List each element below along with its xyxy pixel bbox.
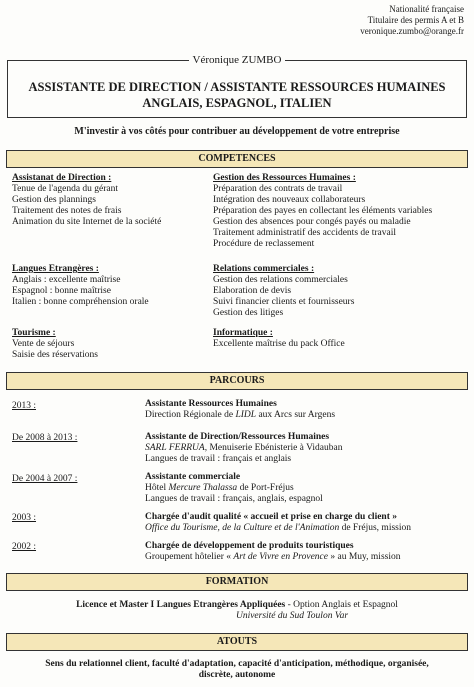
competence-left-2 [12, 264, 149, 308]
list-item: Préparation des contrats de travail [213, 184, 343, 194]
list-item: Italien : bonne compréhension orale [12, 297, 149, 307]
entry-languages: Langues de travail : français, anglais, espagnol [145, 494, 323, 504]
entry-detail: SARL FERRUA, Menuiserie Ebénisterie à Vidauban [145, 443, 343, 453]
candidate-name: Véronique ZUMBO [189, 54, 286, 66]
atouts-content [0, 659, 474, 681]
objective: M'investir à vos côtés pour contribuer au développement de votre entreprise [74, 126, 400, 137]
list-item: Elaboration de devis [213, 286, 292, 296]
entry-detail: Office du Tourisme, de la Culture et de l'Animation de Fréjus, mission [145, 523, 411, 533]
competences-band: COMPETENCES [6, 150, 468, 168]
degree: Licence et Master I Langues Etrangères Appliquées - Option Anglais et Espagnol [76, 600, 398, 610]
list-item: Animation du site Internet de la société [12, 217, 162, 227]
list-item: Intégration des nouveaux collaborateurs [213, 195, 366, 205]
entry-date: 2003 : [12, 513, 37, 523]
section-title: Tourisme : [12, 328, 56, 338]
list-item: Traitement administratif des accidents de travail [213, 228, 396, 238]
nationality: Nationalité française [389, 4, 464, 14]
list-item: Suivi financier clients et fournisseurs [213, 297, 355, 307]
entry-detail: Direction Régionale de LIDL aux Arcs sur Argens [145, 410, 336, 420]
entry-title: Chargée d'audit qualité « accueil et prise en charge du client » [145, 512, 397, 522]
list-item: Gestion des absences pour congés payés ou maladie [213, 217, 411, 227]
entry-title: Chargée de développement de produits touristiques [145, 541, 354, 551]
atouts-line: Sens du relationnel client, faculté d'adaptation, capacité d'anticipation, méthodique, organisée, [45, 659, 429, 669]
entry-date: 2013 : [12, 401, 37, 411]
atouts-band: ATOUTS [6, 633, 468, 651]
entry-title: Assistante commerciale [145, 472, 241, 482]
section-title: Langues Etrangères : [12, 264, 99, 274]
list-item: Gestion des relations commerciales [213, 275, 348, 285]
title-box [7, 54, 467, 118]
list-item: Espagnol : bonne maîtrise [12, 286, 111, 296]
university: Université du Sud Toulon Var [235, 611, 349, 621]
job-title: ASSISTANTE DE DIRECTION / ASSISTANTE RESSOURCES HUMAINES [28, 80, 446, 94]
entry-detail: Groupement hôtelier « Art de Vivre en Provence » au Muy, mission [145, 552, 401, 562]
languages-title: ANGLAIS, ESPAGNOL, ITALIEN [142, 96, 332, 110]
parcours-entry-4 [145, 512, 411, 534]
entry-title: Assistante Ressources Humaines [145, 399, 277, 409]
parcours-entry-2 [145, 432, 342, 465]
parcours-band: PARCOURS [6, 372, 468, 390]
entry-date: 2002 : [12, 542, 37, 552]
competence-right-2 [213, 264, 354, 319]
formation-content [0, 600, 474, 622]
entry-detail: Hôtel Mercure Thalassa de Port-Fréjus [145, 483, 294, 493]
list-item: Gestion des plannings [12, 195, 96, 205]
list-item: Excellente maîtrise du pack Office [213, 339, 345, 349]
list-item: Préparation des payes en collectant les éléments variables [213, 206, 433, 216]
competence-right-1 [213, 173, 432, 250]
entry-date: De 2004 à 2007 : [12, 474, 78, 484]
competence-left-1 [12, 173, 161, 228]
competence-left-3 [12, 328, 98, 361]
atouts-line: discrète, autonome [198, 670, 276, 680]
list-item: Anglais : excellente maîtrise [12, 275, 121, 285]
entry-languages: Langues de travail : français et anglais [145, 454, 292, 464]
contact-header [360, 4, 464, 37]
list-item: Procédure de reclassement [213, 239, 315, 249]
list-item: Vente de séjours [12, 339, 75, 349]
list-item: Gestion des litiges [213, 308, 284, 318]
section-title: Relations commerciales : [213, 264, 315, 274]
entry-date: De 2008 à 2013 : [12, 433, 78, 443]
parcours-entry-5 [145, 541, 400, 563]
entry-title: Assistante de Direction/Ressources Humaines [145, 432, 330, 442]
section-title: Assistanat de Direction : [12, 173, 112, 183]
competence-right-3 [213, 328, 345, 350]
parcours-entry-3 [145, 472, 323, 505]
list-item: Tenue de l'agenda du gérant [12, 184, 119, 194]
parcours-entry-1 [145, 399, 335, 421]
section-title: Informatique : [213, 328, 273, 338]
permits: Titulaire des permis A et B [367, 15, 464, 25]
email: veronique.zumbo@orange.fr [360, 26, 464, 36]
formation-band: FORMATION [6, 573, 468, 591]
list-item: Saisie des réservations [12, 350, 99, 360]
list-item: Traitement des notes de frais [12, 206, 122, 216]
section-title: Gestion des Ressources Humaines : [213, 173, 356, 183]
